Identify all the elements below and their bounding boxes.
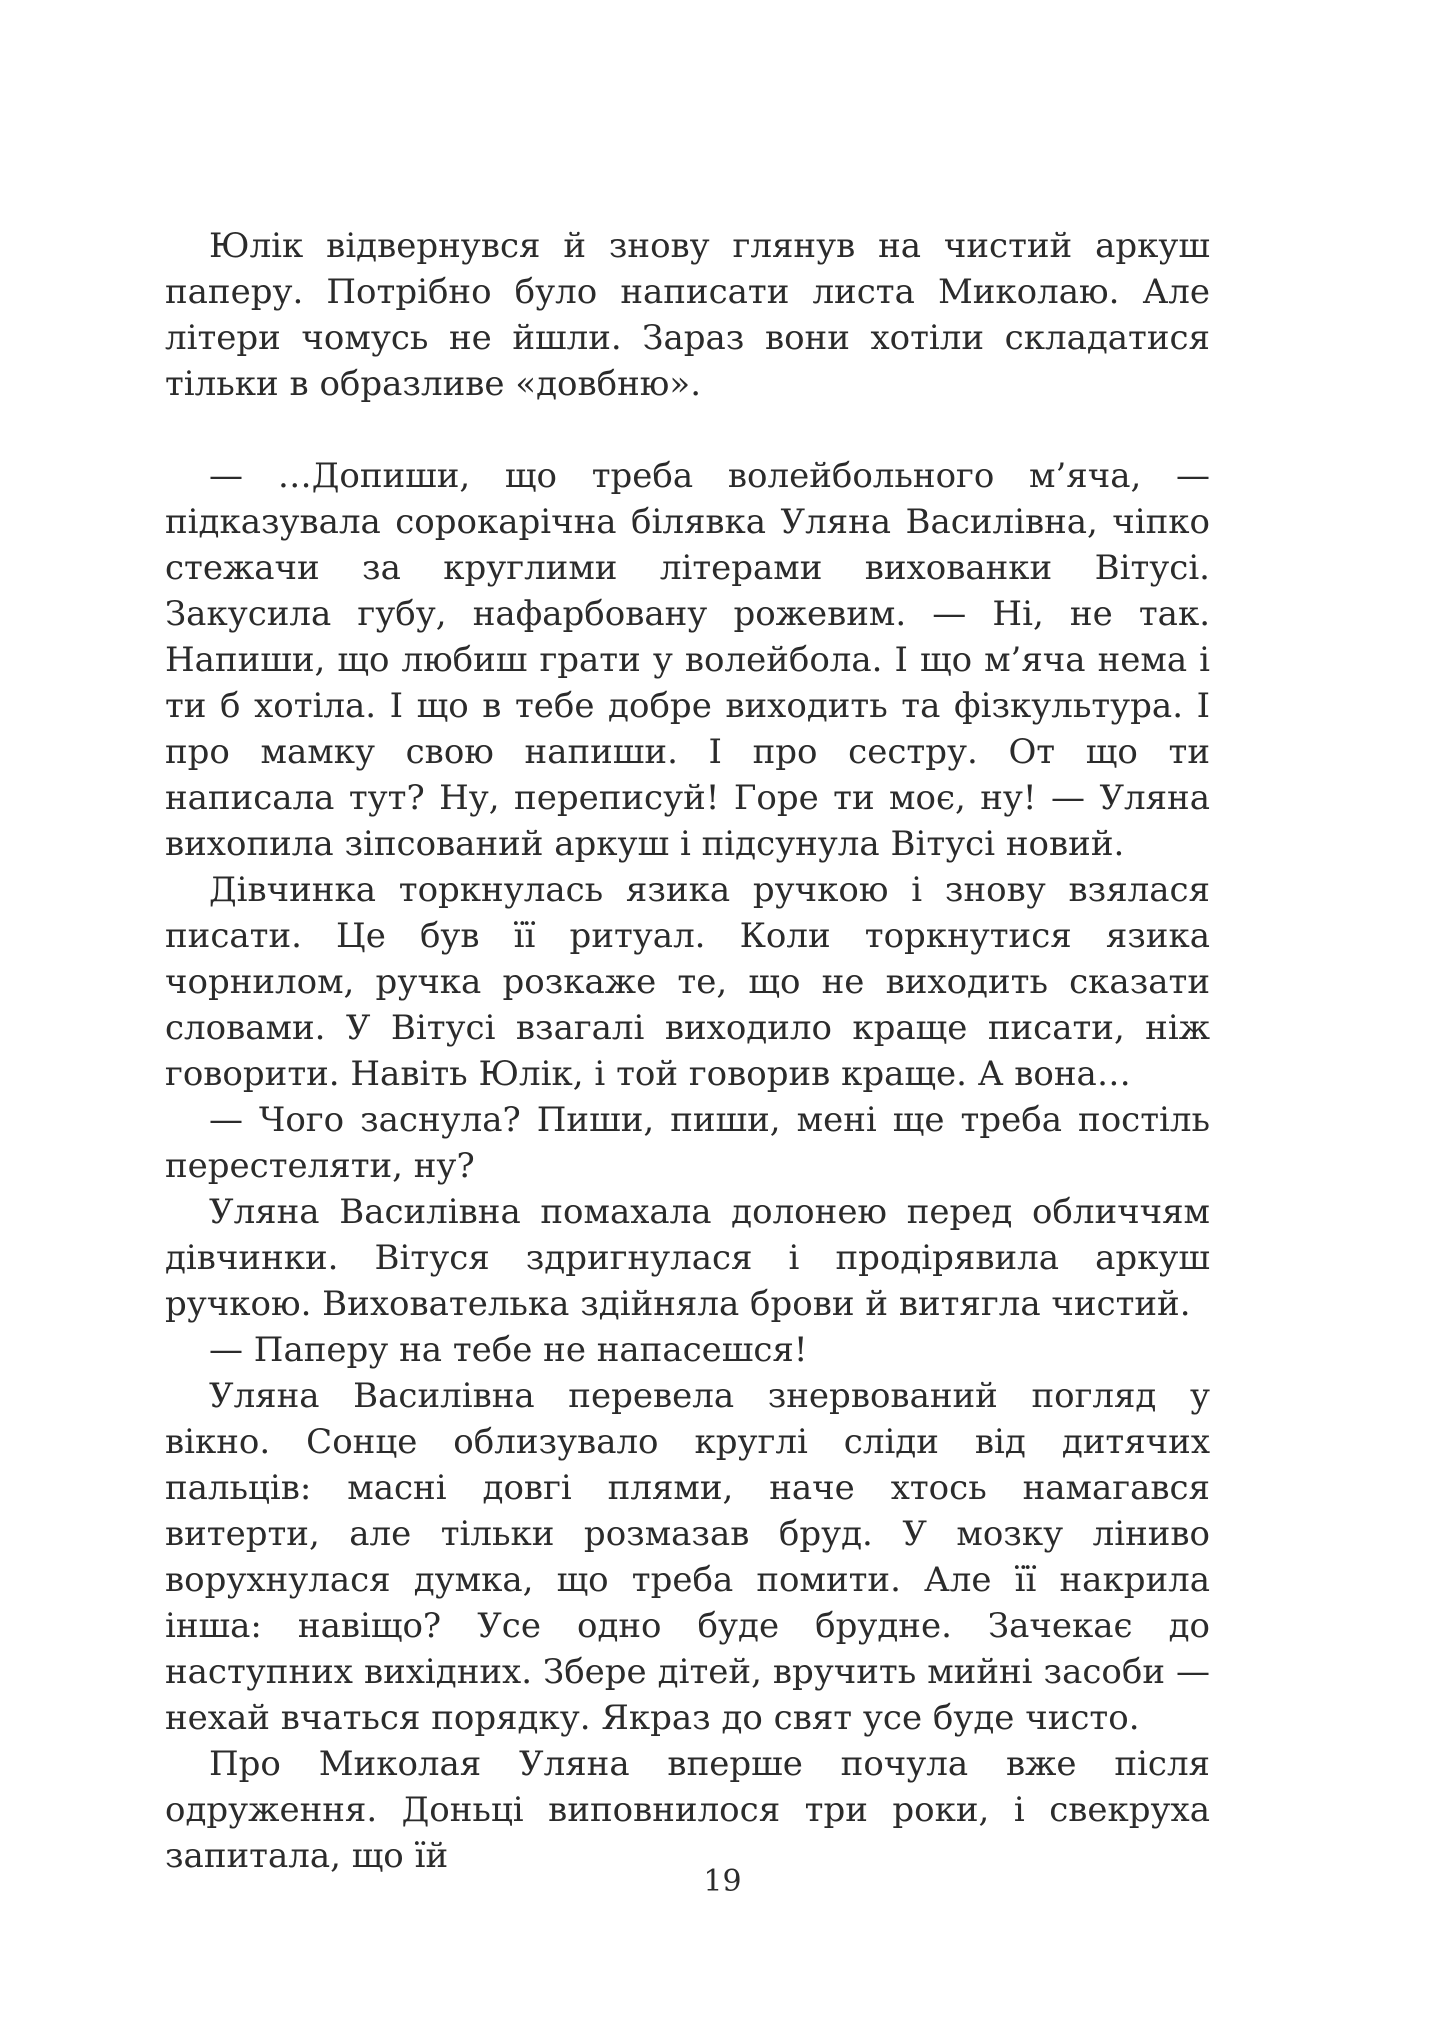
body-text [165, 223, 1210, 1879]
paragraph: Про Миколая Уляна вперше почула вже після одруження. Доньці виповнилося три роки, і свекруха запитала, що їй [165, 1744, 1210, 1876]
paragraph: Уляна Василівна помахала долонею перед обличчям дівчинки. Вітуся здригнулася і продірявила аркуш ручкою. Вихователька здійняла брови й витягла чистий. [165, 1192, 1210, 1324]
paragraph: — Паперу на тебе не напасешся! [209, 1330, 808, 1370]
paragraph: Юлік відвернувся й знову глянув на чистий аркуш паперу. Потрібно було написати листа Миколаю. Але літери чомусь не йшли. Зараз вони хотіли складатися тільки в образливе «довбню». [165, 226, 1210, 404]
paragraph: Уляна Василівна перевела знервований погляд у вікно. Сонце облизувало круглі сліди від дитячих пальців: масні довгі плями, наче хтось намагався витерти, але тільки розмазав бруд. У мозку ліниво ворухнулася думка, що треба помити. Але її накрила інша: навіщо? Усе одно буде брудне. Зачекає до наступних вихідних. Збере дітей, вручить мийні засоби — нехай вчаться порядку. Якраз до свят усе буде чисто. [165, 1376, 1210, 1738]
page-number: 19 [703, 1864, 742, 1899]
paragraph: Дівчинка торкнулась язика ручкою і знову взялася писати. Це був її ритуал. Коли торкнутися язика чорнилом, ручка розкаже те, що не виходить сказати словами. У Вітусі взагалі виходило краще писати, ніж говорити. Навіть Юлік, і той говорив краще. А вона… [165, 870, 1210, 1094]
paragraph: — Чого заснула? Пиши, пиши, мені ще треба постіль перестеляти, ну? [165, 1100, 1210, 1186]
paragraph: — …Допиши, що треба волейбольного м’яча, — підказувала сорокарічна білявка Уляна Василівна, чіпко стежачи за круглими літерами вихованки Вітусі. Закусила губу, нафарбовану рожевим. — Ні, не так. Напиши, що любиш грати у волейбола. І що м’яча нема і ти б хотіла. І що в тебе добре виходить та фізкультура. І про мамку свою напиши. І про сестру. От що ти написала тут? Ну, переписуй! Горе ти моє, ну! — Уляна вихопила зіпсований аркуш і підсунула Вітусі новий. [165, 456, 1210, 864]
